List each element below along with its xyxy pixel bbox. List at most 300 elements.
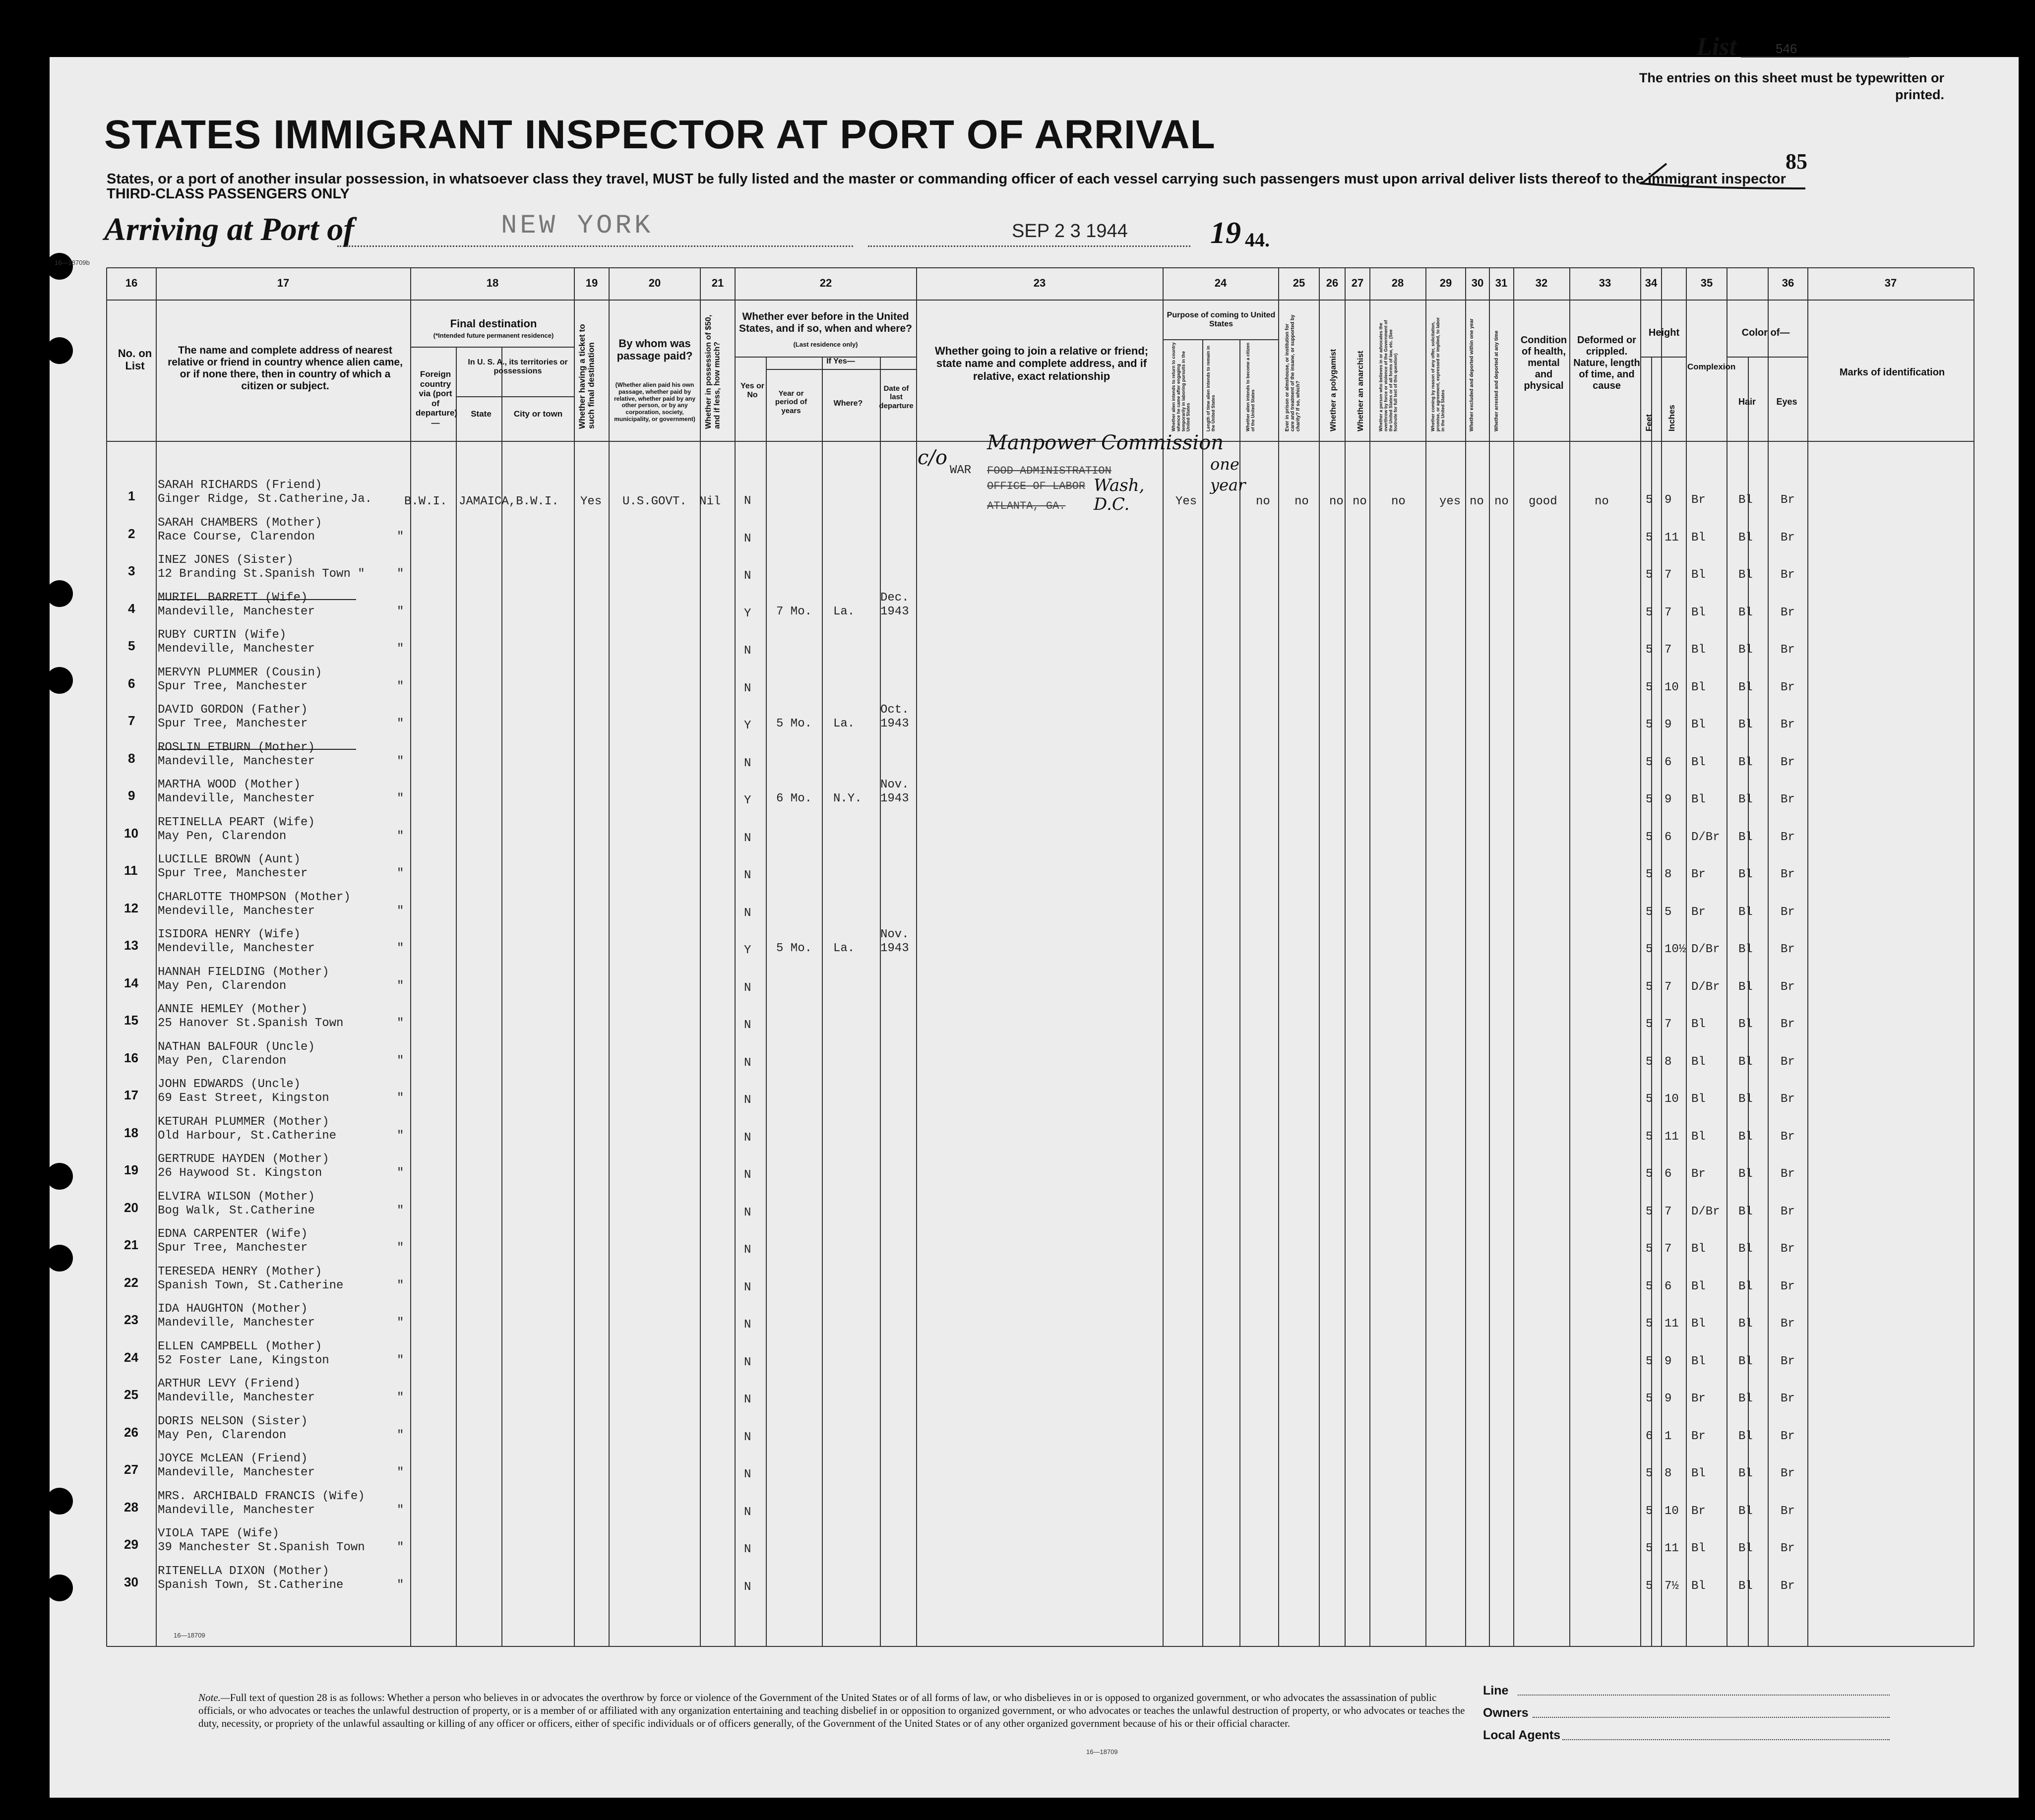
relative-name: RITENELLA DIXON (Mother) [158,1565,329,1578]
where-before: La. [833,717,855,730]
table-row [0,628,2035,666]
complexion: Bl [1691,718,1706,731]
owners-label: Owners [1483,1706,1529,1720]
eye-color: Br [1781,1392,1795,1405]
hair-color: Bl [1738,1242,1753,1256]
table-row [0,778,2035,816]
header-ticket: Whether having a ticket to such final destination [577,324,596,429]
been-before: N [744,1393,751,1406]
height-inches: 11 [1665,1317,1679,1331]
table-row [0,966,2035,1003]
relative-name: ANNIE HEMLEY (Mother) [158,1003,308,1016]
height-inches: 5 [1665,906,1672,919]
departure-month: Oct. [880,703,909,717]
relative-address: Spanish Town, St.Catherine [158,1578,344,1592]
relative-name: INEZ JONES (Sister) [158,553,294,567]
table-row [0,1302,2035,1340]
height-feet: 5 [1646,1092,1653,1106]
row-number: 6 [128,676,135,691]
row-number: 4 [128,601,135,616]
hair-color: Bl [1738,1467,1753,1480]
struck-food-admin: FOOD ADMINISTRATION [987,465,1111,477]
ditto-mark: " [397,1204,404,1217]
relative-name: JOHN EDWARDS (Uncle) [158,1078,301,1091]
hair-color: Bl [1738,493,1753,507]
complexion: Bl [1691,1092,1706,1106]
handwritten-one-year: one year [1210,455,1246,494]
ditto-mark: " [397,717,404,730]
table-row [0,1452,2035,1490]
hair-color: Bl [1738,1430,1753,1443]
complexion: Br [1691,868,1706,881]
been-before: N [744,1206,751,1219]
column-number: 25 [1293,277,1305,289]
been-before: Y [744,944,751,957]
column-number: 18 [486,277,499,289]
hair-color: Bl [1738,1055,1753,1069]
complexion: Br [1691,906,1706,919]
been-before: N [744,1431,751,1444]
header-foreign-country: Foreign country via (port of departure)— [416,369,458,427]
eye-color: Br [1781,1280,1795,1293]
been-before: Y [744,794,751,807]
complexion: D/Br [1691,831,1720,844]
eye-color: Br [1781,868,1795,881]
been-before: N [744,757,751,770]
ditto-mark: " [397,1129,404,1143]
height-feet: 5 [1646,1242,1653,1256]
height-inches: 10 [1665,1092,1679,1106]
header-color-of: Color of— [1741,327,1790,338]
relative-name: MURIEL BARRETT (Wife) [158,591,308,605]
been-before: N [744,1168,751,1182]
height-feet: 5 [1646,1392,1653,1405]
eye-color: Br [1781,1055,1795,1069]
hair-color: Bl [1738,568,1753,582]
height-feet: 5 [1646,1579,1653,1593]
relative-name: NATHAN BALFOUR (Uncle) [158,1040,315,1054]
row-number: 15 [124,1013,138,1028]
complexion: Bl [1691,1055,1706,1069]
ditto-mark: " [397,1054,404,1068]
complexion: Br [1691,1392,1706,1405]
height-feet: 5 [1646,1130,1653,1144]
ditto-mark: " [397,1092,404,1105]
been-before: N [744,1019,751,1032]
eye-color: Br [1781,1505,1795,1518]
complexion: Br [1691,493,1706,507]
complexion: Br [1691,1430,1706,1443]
relative-address: Mendeville, Manchester [158,905,315,918]
complexion: Br [1691,1167,1706,1181]
relative-address: 52 Foster Lane, Kingston [158,1354,329,1367]
relative-address: 69 East Street, Kingston [158,1092,329,1105]
header-deformed: Deformed or crippled. Nature, length of time, and cause [1573,335,1640,391]
row-number: 2 [128,526,135,541]
eye-color: Br [1781,493,1795,507]
complexion: Bl [1691,1130,1706,1144]
relative-name: EDNA CARPENTER (Wife) [158,1227,308,1241]
departure-month: Nov. [880,928,909,941]
hair-color: Bl [1738,1317,1753,1331]
header-year-period: Year or period of years [775,389,807,415]
height-feet: 5 [1646,980,1653,994]
row1-q28: no [1391,495,1406,508]
hair-color: Bl [1738,1280,1753,1293]
departure-year: 1943 [880,942,909,955]
been-before: N [744,1543,751,1556]
column-number: 31 [1495,277,1508,289]
row-number: 24 [124,1350,138,1365]
height-feet: 5 [1646,943,1653,956]
ditto-mark: " [397,1578,404,1592]
ditto-mark: " [397,942,404,955]
ditto-mark: " [397,830,404,843]
hair-color: Bl [1738,718,1753,731]
header-q31: Whether arrested and deported at any time [1494,330,1499,431]
been-before: N [744,682,751,695]
height-inches: 7 [1665,606,1672,619]
eye-color: Br [1781,1205,1795,1218]
period-years: 6 Mo. [776,792,812,805]
page-title: STATES IMMIGRANT INSPECTOR AT PORT OF ARRIVAL [104,112,1216,157]
been-before: N [744,644,751,658]
row-number: 10 [124,826,138,841]
form-code-bottom: 16—18709 [1086,1748,1118,1756]
height-inches: 8 [1665,1467,1672,1480]
ditto-mark: " [397,1017,404,1030]
been-before: N [744,1056,751,1070]
height-feet: 5 [1646,1505,1653,1518]
year-suffix: 44. [1245,229,1270,251]
form-code-row-end: 16—18709 [174,1632,205,1639]
header-yes-no: Yes or No [740,382,765,400]
hair-color: Bl [1738,1167,1753,1181]
height-inches: 9 [1665,493,1672,507]
hair-color: Bl [1738,681,1753,694]
column-number: 30 [1471,277,1484,289]
relative-address: Mendeville, Manchester [158,642,315,656]
table-row [0,1377,2035,1415]
height-feet: 5 [1646,1167,1653,1181]
relative-name: VIOLA TAPE (Wife) [158,1527,279,1540]
height-inches: 6 [1665,756,1672,769]
height-feet: 5 [1646,868,1653,881]
been-before: N [744,1356,751,1369]
header-before-us-note: (Last residence only) [793,341,858,348]
height-feet: 5 [1646,531,1653,545]
header-marks: Marks of identification [1839,367,1945,378]
row-number: 23 [124,1312,138,1327]
relative-address: Spur Tree, Manchester [158,680,308,693]
been-before: Y [744,607,751,620]
eye-color: Br [1781,906,1795,919]
relative-name: KETURAH PLUMMER (Mother) [158,1115,329,1129]
ditto-mark: " [397,1429,404,1442]
been-before: N [744,494,751,508]
header-in-usa: In U. S. A., its territories or possessions [468,358,568,376]
height-inches: 10 [1665,1505,1679,1518]
row-number: 27 [124,1462,138,1477]
relative-name: MERVYN PLUMMER (Cousin) [158,666,322,679]
complexion: Bl [1691,681,1706,694]
hair-color: Bl [1738,606,1753,619]
column-number: 22 [819,277,832,289]
note-label: Note.— [198,1692,230,1703]
list-label: List [1696,33,1736,61]
been-before: N [744,1506,751,1519]
strike-line [158,599,356,600]
table-row [0,853,2035,891]
height-inches: 7 [1665,1242,1672,1256]
row-number: 8 [128,751,135,766]
header-q28: Whether a person who believes in or advocates the overthrow by force or violence of the Government of the United States or of all forms of law, etc. (See footnote for full text of this question) [1378,320,1398,431]
row1-q30: no [1470,495,1484,508]
height-feet: 5 [1646,1280,1653,1293]
relative-name: DORIS NELSON (Sister) [158,1415,308,1428]
relative-name: ISIDORA HENRY (Wife) [158,928,301,941]
handwritten-wash-dc: Wash, D.C. [1094,476,1145,514]
eye-color: Br [1781,793,1795,806]
height-feet: 5 [1646,1205,1653,1218]
form-code: 16—18709b [55,259,90,266]
table-row [0,1153,2035,1190]
eye-color: Br [1781,980,1795,994]
header-height: Height [1648,327,1680,338]
height-feet: 5 [1646,1467,1653,1480]
ditto-mark: " [397,1541,404,1554]
column-number: 26 [1326,277,1339,289]
relative-name: CHARLOTTE THOMPSON (Mother) [158,891,351,904]
relative-address: Spur Tree, Manchester [158,867,308,880]
row1-q26: no [1329,495,1344,508]
row1-paid: U.S.GOVT. [622,495,687,508]
header-name-address: The name and complete address of nearest relative or friend in country whence alien came, or if none there, then in country of which a citizen or subject. [168,345,403,392]
eye-color: Br [1781,756,1795,769]
height-inches: 7 [1665,980,1672,994]
column-number: 27 [1351,277,1364,289]
row-number: 29 [124,1537,138,1552]
header-hair: Hair [1738,397,1756,407]
height-feet: 5 [1646,1018,1653,1031]
been-before: N [744,1093,751,1107]
header-q29: Whether coming by reason of any offer, solicitation, promise, or agreement, expressed or implied, to labor in the United States [1430,317,1445,431]
height-feet: 5 [1646,493,1653,507]
height-inches: 10½ [1665,943,1686,956]
table-row [0,1040,2035,1078]
relative-name: HANNAH FIELDING (Mother) [158,966,329,979]
been-before: N [744,1468,751,1481]
year-prefix: 19 [1210,216,1241,250]
handwritten-co: c/o [918,446,947,469]
table-row [0,1003,2035,1040]
row-number: 22 [124,1275,138,1290]
relative-name: MRS. ARCHIBALD FRANCIS (Wife) [158,1490,365,1503]
eye-color: Br [1781,1130,1795,1144]
relative-name: JOYCE McLEAN (Friend) [158,1452,308,1465]
strike-line [158,749,356,750]
row1-deformed: no [1595,495,1609,508]
been-before: N [744,907,751,920]
relative-name: RETINELLA PEART (Wife) [158,816,315,829]
hair-color: Bl [1738,1505,1753,1518]
hair-color: Bl [1738,868,1753,881]
relative-address: Old Harbour, St.Catherine [158,1129,337,1143]
row-number: 5 [128,638,135,653]
ditto-mark: " [397,755,404,768]
height-inches: 11 [1665,1130,1679,1144]
period-years: 5 Mo. [776,717,812,730]
arrival-date: SEP 2 3 1944 [1012,221,1128,242]
column-number: 21 [711,277,724,289]
complexion: Bl [1691,1542,1706,1555]
column-number: 34 [1645,277,1658,289]
where-before: N.Y. [833,792,862,805]
height-feet: 5 [1646,906,1653,919]
relative-address: Ginger Ridge, St.Catherine,Ja. [158,492,372,506]
row-number: 3 [128,563,135,578]
header-prison: Ever in prison or almshouse, or institution for care and treatment of the insane, or supported by charity? If so, which? [1285,314,1301,431]
header-last-departure: Date of last departure [879,384,914,410]
header-feet: Feet [1644,414,1654,431]
list-number: 546 [1741,41,1910,58]
hair-color: Bl [1738,1579,1753,1593]
relative-name: RUBY CURTIN (Wife) [158,628,287,642]
header-possession-50: Whether in possession of $50, and if less, how much? [704,314,722,429]
height-feet: 5 [1646,718,1653,731]
hair-color: Bl [1738,906,1753,919]
hair-color: Bl [1738,980,1753,994]
eye-color: Br [1781,1018,1795,1031]
height-feet: 5 [1646,1055,1653,1069]
ditto-mark: " [397,530,404,544]
eye-color: Br [1781,681,1795,694]
eye-color: Br [1781,1242,1795,1256]
height-inches: 6 [1665,1280,1672,1293]
hair-color: Bl [1738,1392,1753,1405]
relative-address: Mandeville, Manchester [158,792,315,805]
ditto-mark: " [397,642,404,656]
row-number: 1 [128,488,135,503]
complexion: Bl [1691,1018,1706,1031]
been-before: N [744,1243,751,1257]
struck-office-labor: OFFICE OF LABOR [987,480,1086,492]
relative-name: TERESEDA HENRY (Mother) [158,1265,322,1278]
ditto-mark: " [397,680,404,693]
column-number: 36 [1782,277,1794,289]
height-feet: 5 [1646,643,1653,657]
departure-month: Dec. [880,591,909,605]
relative-address: Mandeville, Manchester [158,1391,315,1404]
ditto-mark: " [397,979,404,993]
row1-q29: yes [1439,495,1461,508]
relative-name: ELLEN CAMPBELL (Mother) [158,1340,322,1353]
relative-address: May Pen, Clarendon [158,1054,287,1068]
table-row [0,591,2035,629]
header-passage: By whom was passage paid? [617,337,693,363]
header-city: City or town [513,409,563,419]
header-purpose: Purpose of coming to United States [1167,311,1276,329]
relative-name: ROSLIN ETBURN (Mother) [158,741,315,754]
height-inches: 7 [1665,568,1672,582]
header-anarchist: Whether an anarchist [1357,351,1365,431]
relative-name: SARAH RICHARDS (Friend) [158,479,322,492]
been-before: N [744,569,751,583]
eye-color: Br [1781,1167,1795,1181]
eye-color: Br [1781,531,1795,545]
eye-color: Br [1781,1092,1795,1106]
relative-address: Mandeville, Manchester [158,1466,315,1479]
ditto-mark: " [397,567,404,581]
header-q30: Whether excluded and deported within one year [1469,318,1475,431]
been-before: N [744,1131,751,1145]
relative-address: Mandeville, Manchester [158,755,315,768]
relative-address: Mandeville, Manchester [158,1316,315,1330]
height-inches: 8 [1665,868,1672,881]
column-number: 20 [648,277,661,289]
been-before: Y [744,719,751,732]
ditto-mark: " [397,1241,404,1255]
relative-address: Spanish Town, St.Catherine [158,1279,344,1292]
where-before: La. [833,605,855,618]
column-number: 23 [1033,277,1046,289]
been-before: N [744,869,751,882]
row-number: 28 [124,1500,138,1515]
column-number: 17 [277,277,290,289]
row1-state: JAMAICA,B.W.I. [459,495,559,508]
column-number: 16 [125,277,138,289]
hair-color: Bl [1738,1542,1753,1555]
period-years: 5 Mo. [776,942,812,955]
height-inches: 9 [1665,1392,1672,1405]
relative-name: LUCILLE BROWN (Aunt) [158,853,301,866]
relative-address: Mandeville, Manchester [158,605,315,618]
relative-name: ARTHUR LEVY (Friend) [158,1377,301,1391]
complexion: D/Br [1691,1205,1720,1218]
row-number: 17 [124,1088,138,1102]
relative-address: 12 Branding St.Spanish Town " [158,567,365,581]
note-text: Full text of question 28 is as follows: Whether a person who believes in or advocates the overthrow by force or violence of the Government of the United States or of all forms of law, or who disbelieves in or is opposed to organized government, or who advocates the assassination of public officials, or who advocates or teaches the unlawful destruction of property, or is a member of or affiliated with any organization entertaining and teaching disbelief in or opposition to organized government, or who advocates or teaches the unlawful destruction of property, or who advocates or teaches the duty, necessity, or propriety of the unlawful assaulting or killing of any officer or officers, either of specific individuals or of officers generally, of the Government of the United States or of any other organized government because of his or their official character. [198,1692,1465,1729]
relative-address: 25 Hanover St.Spanish Town [158,1017,344,1030]
row-number: 26 [124,1425,138,1440]
eye-color: Br [1781,1579,1795,1593]
relative-address: Mandeville, Manchester [158,1504,315,1517]
eye-color: Br [1781,1430,1795,1443]
relative-address: May Pen, Clarendon [158,979,287,993]
header-if-yes: If Yes— [826,357,855,365]
complexion: Bl [1691,793,1706,806]
line-label: Line [1483,1684,1509,1698]
handwritten-number: 85 [1786,149,1807,174]
ditto-mark: " [397,1316,404,1330]
relative-address: Spur Tree, Manchester [158,717,308,730]
eye-color: Br [1781,718,1795,731]
hair-color: Bl [1738,1018,1753,1031]
height-feet: 5 [1646,793,1653,806]
row-number: 21 [124,1237,138,1252]
class-line: THIRD-CLASS PASSENGERS ONLY [107,186,350,202]
row1-q27: no [1353,495,1367,508]
relative-address: Spur Tree, Manchester [158,1241,308,1255]
header-state: State [471,409,492,419]
row-number: 14 [124,975,138,990]
relative-name: DAVID GORDON (Father) [158,703,308,717]
height-inches: 10 [1665,681,1679,694]
hair-color: Bl [1738,1092,1753,1106]
eye-color: Br [1781,568,1795,582]
header-joining: Whether going to join a relative or friend; state name and complete address, and if relative, exact relationship [934,345,1149,382]
row1-ticket: Yes [580,495,602,508]
